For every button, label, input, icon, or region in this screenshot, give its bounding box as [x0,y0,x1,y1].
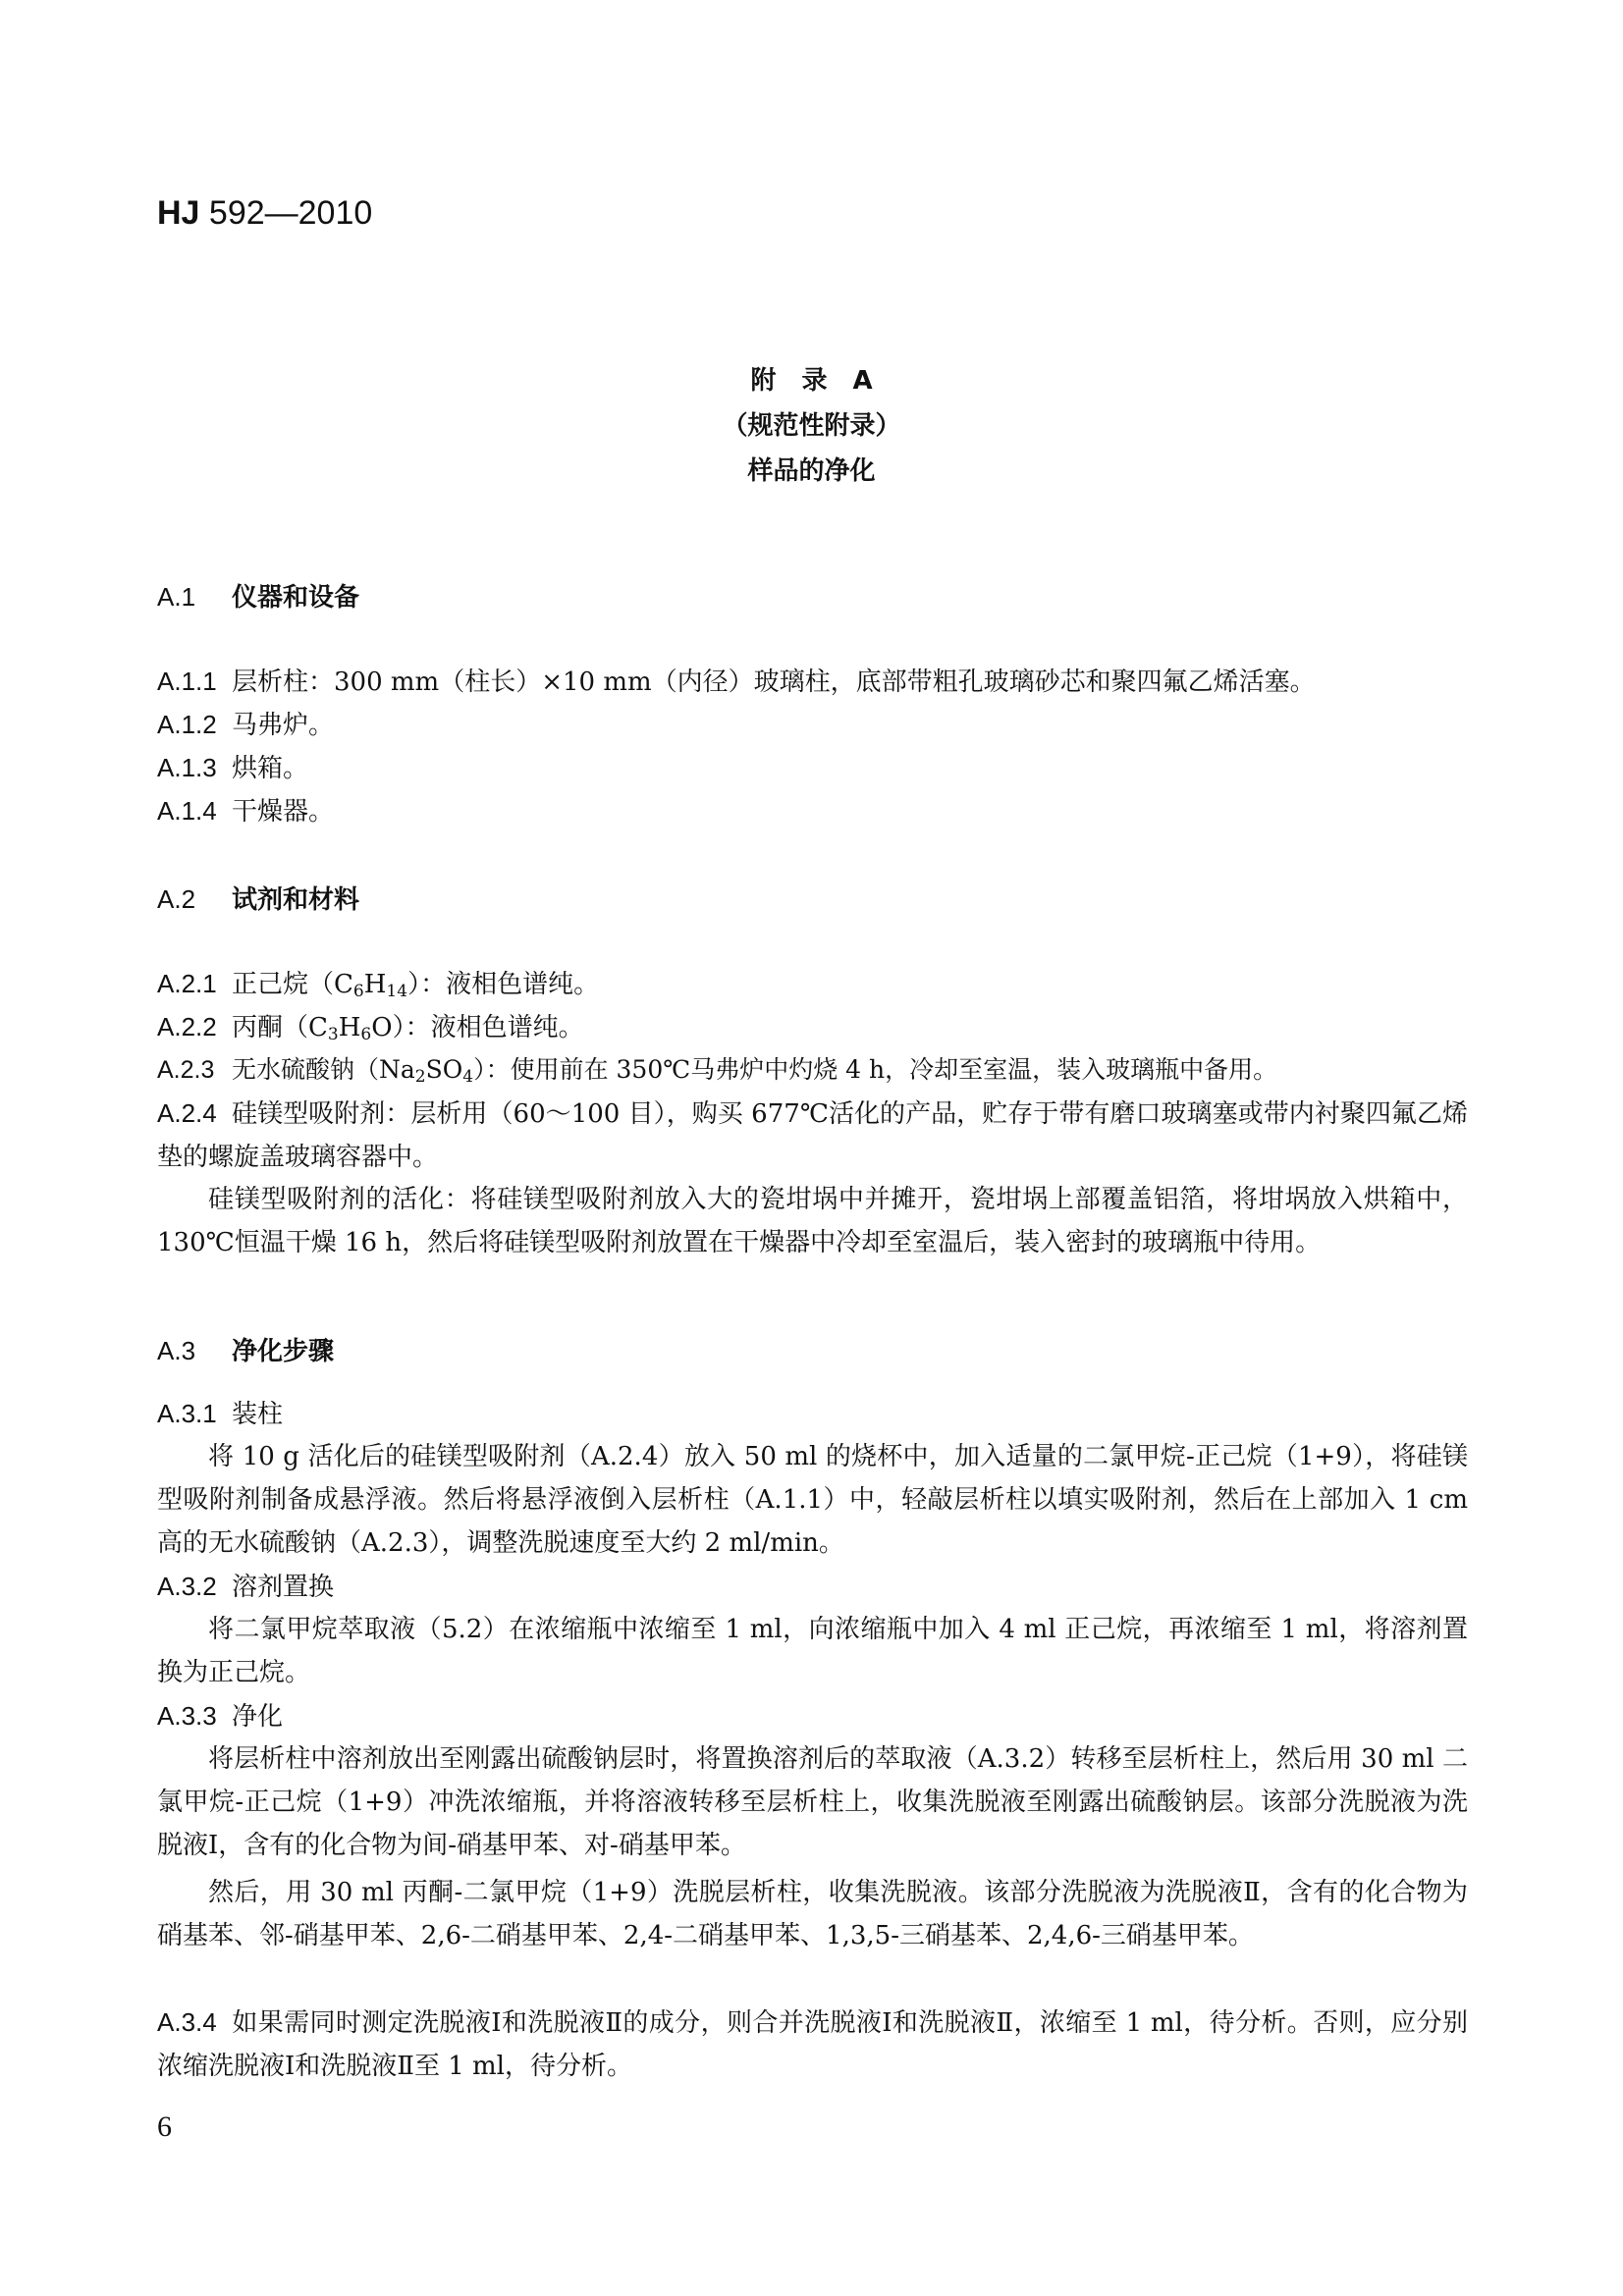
clause-a1-3: A.1.3 烘箱。 [157,753,309,783]
section-a1-heading: A.1 仪器和设备 [157,582,360,613]
clause-a2-1: A.2.1 正己烷$(C_6H_{14})$：液相色谱纯。 [157,969,600,1001]
clause-a3-4: A.3.4 如果需同时测定洗脱液Ⅰ和洗脱液Ⅱ的成分，则合并洗脱液Ⅰ和洗脱液Ⅱ，浓缩至 1 ml，待分析。否则，应分别浓缩洗脱液Ⅰ和洗脱液Ⅱ至 1 ml，待分析。 [157,2007,1468,2081]
clause-a2-3: A.2.3 无水硫酸钠$(Na_2SO_4)$：使用前在 350℃马弗炉中灼烧 4 h，冷却至室温，装入玻璃瓶中备用。 [157,1055,1278,1087]
clause-a3-1-text: 将 10 g 活化后的硅镁型吸附剂（A.2.4）放入 50 ml 的烧杯中，加入适量的二氯甲烷-正己烷（1+9），将硅镁型吸附剂制备成悬浮液。然后将悬浮液倒入层析柱（A.1.1）中，轻敲层析柱以填实吸附剂，然后在上部加入 1 cm 高的无水硫酸钠（A.2.3），调整洗脱速度至大约 2 ml/min。 [157,1442,1468,1558]
standard-code: HJ 592—2010 [157,194,373,232]
annex-type: （规范性附录） [722,411,901,441]
annex-title: 样品的净化 [747,456,876,486]
clause-a3-2-heading: A.3.2 溶剂置换 [157,1572,335,1602]
paragraph-activation: 硅镁型吸附剂的活化：将硅镁型吸附剂放入大的瓷坩埚中并摊开，瓷坩埚上部覆盖铝箔，将坩埚放入烘箱中，130℃恒温干燥 16 h，然后将硅镁型吸附剂放置在干燥器中冷却至室温后，装入密封的玻璃瓶中待用。 [157,1185,1468,1257]
clause-a1-2: A.1.2 马弗炉。 [157,710,335,740]
page-number: 6 [157,2110,172,2143]
clause-a2-2: A.2.2 丙酮$(C_3H_6O)$：液相色谱纯。 [157,1012,584,1044]
clause-a3-3-text: 将层析柱中溶剂放出至刚露出硫酸钠层时，将置换溶剂后的萃取液（A.3.2）转移至层析柱上，然后用 30 ml 二氯甲烷-正己烷（1+9）冲洗浓缩瓶，并将溶液转移至层析柱上，收集洗脱液至刚露出硫酸钠层。该部分洗脱液为洗脱液Ⅰ，含有的化合物为间-硝基甲苯、对-硝基甲苯。 [157,1744,1468,1860]
section-a2-heading: A.2 试剂和材料 [157,884,360,915]
clause-a3-3-text2: 然后，用 30 ml 丙酮-二氯甲烷（1+9）洗脱层析柱，收集洗脱液。该部分洗脱液为洗脱液Ⅱ，含有的化合物为硝基苯、邻-硝基甲苯、2,6-二硝基甲苯、2,4-二硝基甲苯、1,3,5-三硝基苯、2,4,6-三硝基甲苯。 [157,1878,1468,1950]
clause-a3-3-heading: A.3.3 净化 [157,1701,284,1732]
clause-a2-4: A.2.4 硅镁型吸附剂：层析用（60～100 目），购买 677℃活化的产品，贮存于带有磨口玻璃塞或带内衬聚四氟乙烯垫的螺旋盖玻璃容器中。 [157,1098,1468,1172]
clause-a3-2-text: 将二氯甲烷萃取液（5.2）在浓缩瓶中浓缩至 1 ml，向浓缩瓶中加入 4 ml 正己烷，再浓缩至 1 ml，将溶剂置换为正己烷。 [157,1615,1468,1687]
clause-a1-1: A.1.1 层析柱：300 mm（柱长）×10 mm（内径）玻璃柱，底部带粗孔玻璃砂芯和聚四氟乙烯活塞。 [157,667,1316,697]
clause-a1-4: A.1.4 干燥器。 [157,796,335,827]
annex-label: 附 录 A [750,366,873,396]
section-a3-heading: A.3 净化步骤 [157,1336,335,1366]
clause-a3-1-heading: A.3.1 装柱 [157,1399,284,1429]
annex-title-block [0,358,1623,494]
